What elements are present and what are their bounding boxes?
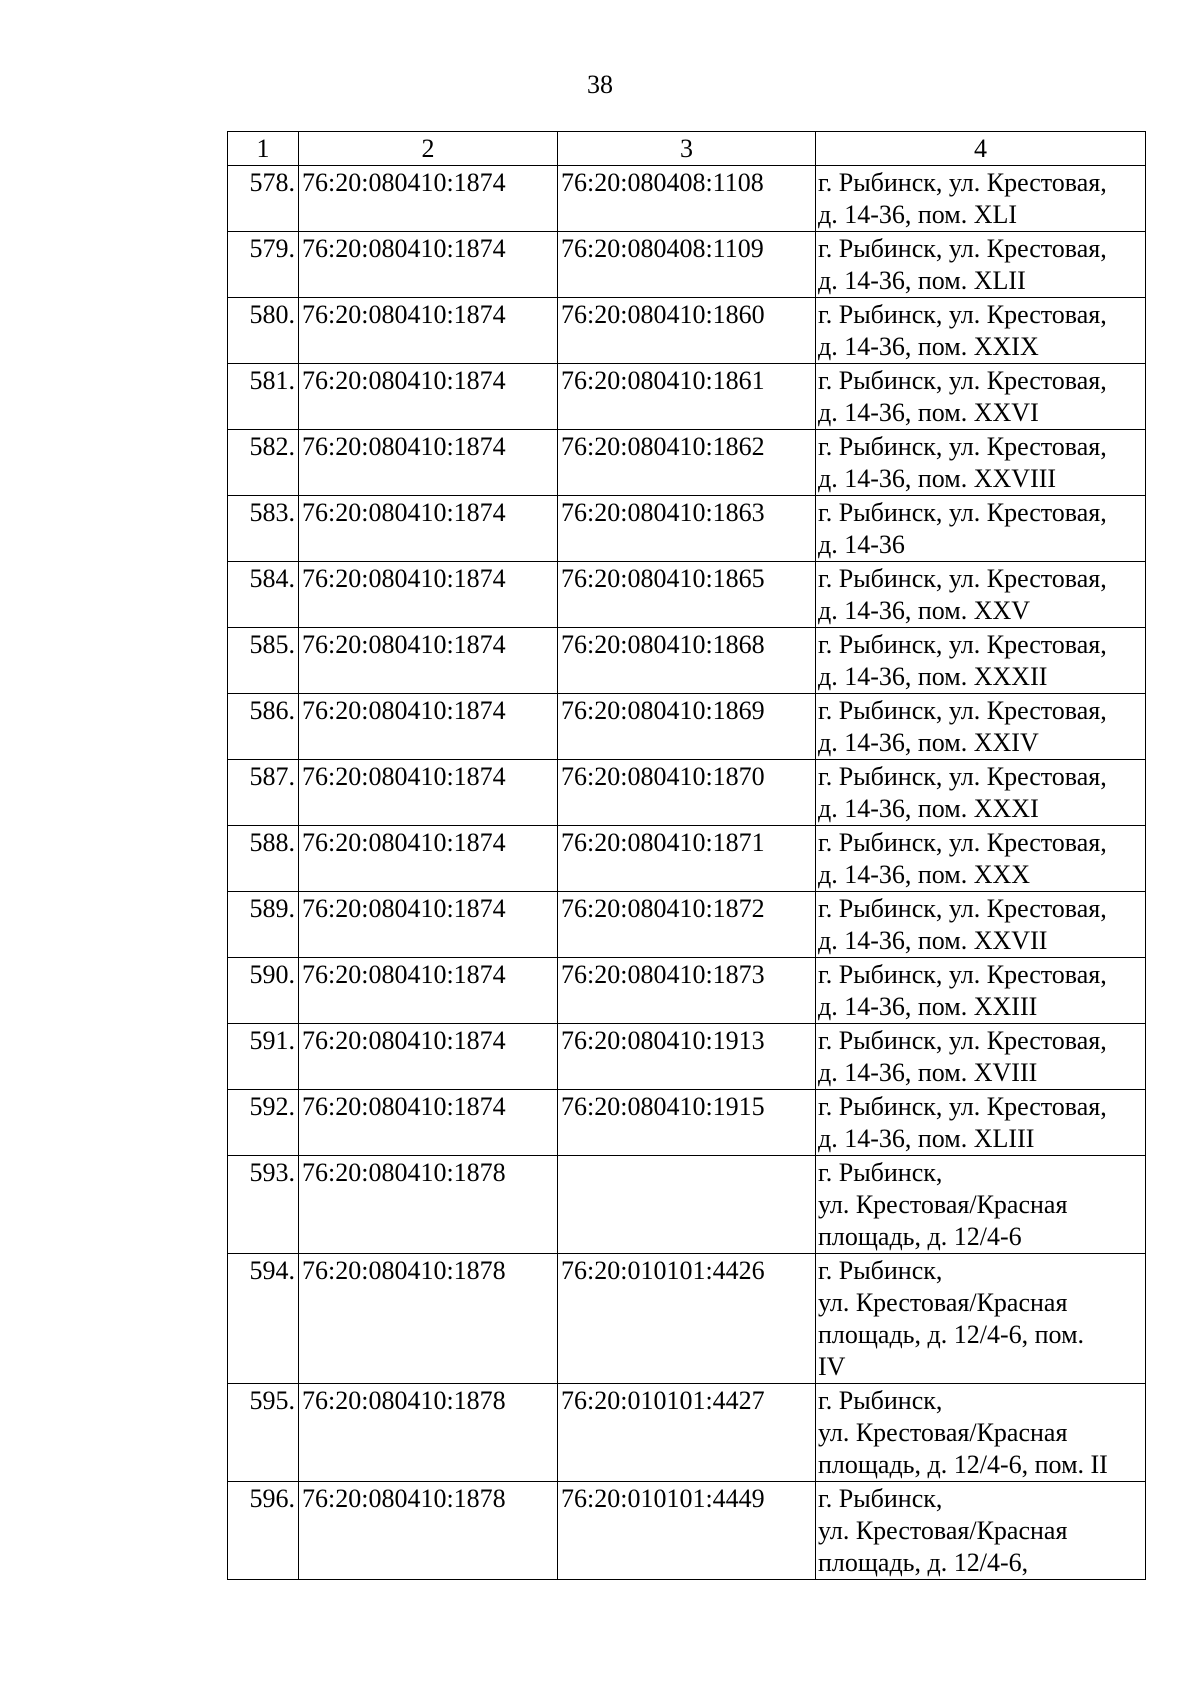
cadastral-number-col2: 76:20:080410:1878: [299, 1156, 558, 1254]
address-line: д. 14-36, пом. XXXI: [818, 794, 1039, 823]
row-number: 596.: [228, 1482, 299, 1580]
address-cell: [816, 826, 1146, 892]
address-line: ул. Крестовая/Красная: [818, 1418, 1068, 1447]
row-number: 580.: [228, 298, 299, 364]
table-row: [228, 298, 1146, 364]
table-row: [228, 1090, 1146, 1156]
address-line: д. 14-36: [818, 530, 905, 559]
address-line: г. Рыбинск, ул. Крестовая,: [818, 960, 1107, 989]
address-cell: [816, 232, 1146, 298]
row-number: 594.: [228, 1254, 299, 1384]
table-row: [228, 628, 1146, 694]
table-row: [228, 826, 1146, 892]
row-number: 581.: [228, 364, 299, 430]
column-header-3: 3: [558, 132, 816, 166]
address-line: г. Рыбинск, ул. Крестовая,: [818, 432, 1107, 461]
row-number: 593.: [228, 1156, 299, 1254]
address-cell: [816, 496, 1146, 562]
cadastral-number-col3: [558, 1156, 816, 1254]
address-line: г. Рыбинск,: [818, 1158, 943, 1187]
address-cell: [816, 628, 1146, 694]
cadastral-number-col3: 76:20:080408:1108: [558, 166, 816, 232]
address-line: д. 14-36, пом. XXIV: [818, 728, 1039, 757]
address-line: г. Рыбинск,: [818, 1386, 943, 1415]
address-line: г. Рыбинск,: [818, 1484, 943, 1513]
cadastral-number-col2: 76:20:080410:1874: [299, 628, 558, 694]
cadastral-number-col2: 76:20:080410:1874: [299, 166, 558, 232]
address-cell: [816, 1384, 1146, 1482]
cadastral-number-col2: 76:20:080410:1874: [299, 232, 558, 298]
row-number: 585.: [228, 628, 299, 694]
column-header-1: 1: [228, 132, 299, 166]
address-line: д. 14-36, пом. XXVI: [818, 398, 1039, 427]
cadastral-number-col3: 76:20:080410:1873: [558, 958, 816, 1024]
address-line: ул. Крестовая/Красная: [818, 1516, 1068, 1545]
cadastral-number-col2: 76:20:080410:1874: [299, 496, 558, 562]
cadastral-number-col3: 76:20:010101:4426: [558, 1254, 816, 1384]
address-line: г. Рыбинск, ул. Крестовая,: [818, 564, 1107, 593]
row-number: 583.: [228, 496, 299, 562]
cadastral-number-col2: 76:20:080410:1874: [299, 1024, 558, 1090]
address-cell: [816, 1156, 1146, 1254]
address-cell: [816, 1254, 1146, 1384]
address-line: д. 14-36, пом. XLII: [818, 266, 1026, 295]
cadastral-number-col2: 76:20:080410:1878: [299, 1254, 558, 1384]
cadastral-number-col2: 76:20:080410:1874: [299, 958, 558, 1024]
row-number: 582.: [228, 430, 299, 496]
address-line: д. 14-36, пом. XXX: [818, 860, 1031, 889]
cadastral-number-col3: 76:20:080410:1869: [558, 694, 816, 760]
table-row: [228, 166, 1146, 232]
address-line: д. 14-36, пом. XLIII: [818, 1124, 1035, 1153]
cadastral-number-col3: 76:20:080408:1109: [558, 232, 816, 298]
address-cell: [816, 562, 1146, 628]
cadastral-number-col3: 76:20:080410:1865: [558, 562, 816, 628]
address-cell: [816, 1090, 1146, 1156]
address-cell: [816, 1024, 1146, 1090]
table-row: [228, 364, 1146, 430]
address-cell: [816, 430, 1146, 496]
address-line: г. Рыбинск, ул. Крестовая,: [818, 234, 1107, 263]
address-cell: [816, 760, 1146, 826]
address-line: д. 14-36, пом. XLI: [818, 200, 1018, 229]
row-number: 589.: [228, 892, 299, 958]
table-body: [228, 166, 1146, 1580]
address-line: д. 14-36, пом. XVIII: [818, 1058, 1038, 1087]
row-number: 592.: [228, 1090, 299, 1156]
address-line: площадь, д. 12/4-6: [818, 1222, 1022, 1251]
table-row: [228, 1156, 1146, 1254]
column-header-2: 2: [299, 132, 558, 166]
address-line: ул. Крестовая/Красная: [818, 1288, 1068, 1317]
cadastral-number-col2: 76:20:080410:1874: [299, 562, 558, 628]
address-line: г. Рыбинск, ул. Крестовая,: [818, 828, 1107, 857]
address-line: г. Рыбинск, ул. Крестовая,: [818, 894, 1107, 923]
address-line: г. Рыбинск, ул. Крестовая,: [818, 168, 1107, 197]
row-number: 588.: [228, 826, 299, 892]
cadastral-number-col3: 76:20:080410:1913: [558, 1024, 816, 1090]
address-line: IV: [818, 1352, 846, 1381]
row-number: 584.: [228, 562, 299, 628]
cadastral-number-col2: 76:20:080410:1874: [299, 1090, 558, 1156]
address-line: г. Рыбинск, ул. Крестовая,: [818, 630, 1107, 659]
cadastral-number-col3: 76:20:080410:1862: [558, 430, 816, 496]
row-number: 587.: [228, 760, 299, 826]
table-row: [228, 1384, 1146, 1482]
cadastral-number-col3: 76:20:010101:4449: [558, 1482, 816, 1580]
address-cell: [816, 892, 1146, 958]
address-line: площадь, д. 12/4-6,: [818, 1548, 1029, 1577]
address-line: г. Рыбинск, ул. Крестовая,: [818, 696, 1107, 725]
table-row: [228, 760, 1146, 826]
row-number: 591.: [228, 1024, 299, 1090]
table-row: [228, 430, 1146, 496]
cadastral-number-col2: 76:20:080410:1874: [299, 694, 558, 760]
row-number: 595.: [228, 1384, 299, 1482]
address-line: д. 14-36, пом. XXVII: [818, 926, 1048, 955]
address-line: ул. Крестовая/Красная: [818, 1190, 1068, 1219]
cadastral-number-col2: 76:20:080410:1878: [299, 1482, 558, 1580]
table-row: [228, 1254, 1146, 1384]
table-row: [228, 958, 1146, 1024]
cadastral-number-col3: 76:20:080410:1863: [558, 496, 816, 562]
address-line: г. Рыбинск, ул. Крестовая,: [818, 498, 1107, 527]
cadastral-number-col3: 76:20:080410:1860: [558, 298, 816, 364]
cadastral-number-col2: 76:20:080410:1874: [299, 760, 558, 826]
address-line: д. 14-36, пом. XXXII: [818, 662, 1048, 691]
cadastral-number-col2: 76:20:080410:1874: [299, 826, 558, 892]
cadastral-number-col3: 76:20:010101:4427: [558, 1384, 816, 1482]
column-header-4: 4: [816, 132, 1146, 166]
address-cell: [816, 166, 1146, 232]
cadastral-number-col3: 76:20:080410:1872: [558, 892, 816, 958]
header-row: [228, 132, 1146, 166]
row-number: 586.: [228, 694, 299, 760]
address-line: площадь, д. 12/4-6, пом.: [818, 1320, 1085, 1349]
address-line: д. 14-36, пом. XXV: [818, 596, 1031, 625]
cadastral-number-col2: 76:20:080410:1878: [299, 1384, 558, 1482]
table-row: [228, 1482, 1146, 1580]
address-cell: [816, 298, 1146, 364]
table-row: [228, 1024, 1146, 1090]
row-number: 579.: [228, 232, 299, 298]
address-line: г. Рыбинск, ул. Крестовая,: [818, 366, 1107, 395]
address-line: д. 14-36, пом. XXIII: [818, 992, 1038, 1021]
table-row: [228, 694, 1146, 760]
address-cell: [816, 694, 1146, 760]
page-number: 38: [587, 70, 613, 99]
address-line: г. Рыбинск, ул. Крестовая,: [818, 1092, 1107, 1121]
address-cell: [816, 1482, 1146, 1580]
address-cell: [816, 958, 1146, 1024]
address-line: площадь, д. 12/4-6, пом. II: [818, 1450, 1108, 1479]
table-row: [228, 496, 1146, 562]
cadastral-number-col3: 76:20:080410:1868: [558, 628, 816, 694]
cadastral-number-col2: 76:20:080410:1874: [299, 298, 558, 364]
cadastral-number-col3: 76:20:080410:1861: [558, 364, 816, 430]
table-row: [228, 892, 1146, 958]
table-header: [228, 132, 1146, 166]
cadastral-number-col3: 76:20:080410:1871: [558, 826, 816, 892]
cadastral-number-col2: 76:20:080410:1874: [299, 430, 558, 496]
table-row: [228, 562, 1146, 628]
address-line: г. Рыбинск, ул. Крестовая,: [818, 1026, 1107, 1055]
cadastral-number-col3: 76:20:080410:1915: [558, 1090, 816, 1156]
address-line: д. 14-36, пом. XXIX: [818, 332, 1039, 361]
cadastral-number-col3: 76:20:080410:1870: [558, 760, 816, 826]
table-row: [228, 232, 1146, 298]
address-line: д. 14-36, пом. XXVIII: [818, 464, 1057, 493]
row-number: 578.: [228, 166, 299, 232]
cadastral-number-col2: 76:20:080410:1874: [299, 892, 558, 958]
address-line: г. Рыбинск, ул. Крестовая,: [818, 300, 1107, 329]
address-line: г. Рыбинск,: [818, 1256, 943, 1285]
register-table: [227, 131, 1146, 1580]
address-line: г. Рыбинск, ул. Крестовая,: [818, 762, 1107, 791]
address-cell: [816, 364, 1146, 430]
cadastral-number-col2: 76:20:080410:1874: [299, 364, 558, 430]
row-number: 590.: [228, 958, 299, 1024]
